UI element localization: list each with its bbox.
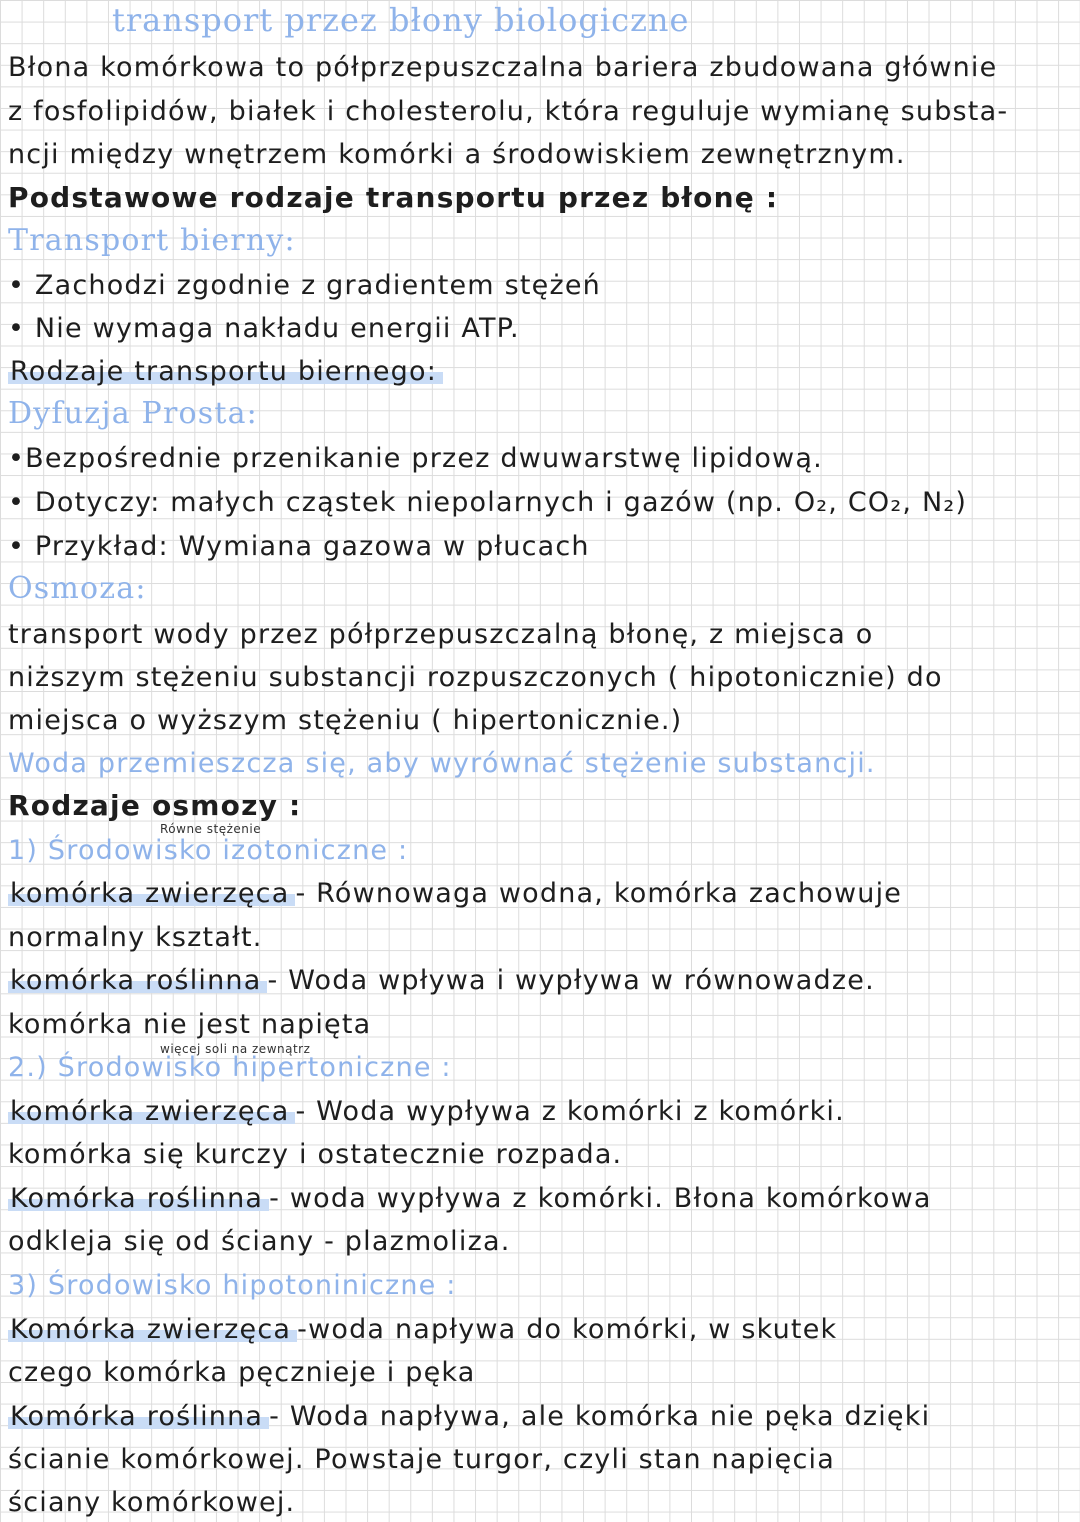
hypertonic-plant-line-2: odkleja się od ściany - plazmoliza.	[8, 1226, 511, 1257]
hypertonic-heading: 2.) Środowisko hipertoniczne :	[8, 1052, 452, 1083]
equal-concentration-note: Równe stężenie	[160, 822, 262, 836]
osmosis-line-1: transport wody przez półprzepuszczalną błonę, z miejsca o	[8, 619, 874, 650]
isotonic-heading: 1) Środowisko izotoniczne :	[8, 835, 409, 866]
intro-line-1: Błona komórkowa to półprzepuszczalna bariera zbudowana głównie	[8, 52, 998, 83]
passive-point-2: • Nie wymaga nakładu energii ATP.	[8, 313, 520, 344]
osmosis-note: Woda przemieszcza się, aby wyrównać stężenie substancji.	[8, 748, 876, 779]
types-heading: Podstawowe rodzaje transportu przez błonę :	[8, 181, 779, 214]
page-title: transport przez błony biologiczne	[112, 1, 690, 39]
passive-heading: Transport bierny:	[8, 223, 296, 258]
hypertonic-plant	[8, 1181, 932, 1217]
osmosis-line-2: niższym stężeniu substancji rozpuszczonych ( hipotonicznie) do	[8, 662, 943, 693]
hypotonic-animal-label: Komórka zwierzęca	[8, 1314, 297, 1345]
isotonic-plant	[8, 963, 875, 999]
hypertonic-animal	[8, 1094, 845, 1130]
osmosis-heading: Osmoza:	[8, 571, 147, 606]
isotonic-plant-label: komórka roślinna	[8, 965, 267, 996]
diffusion-point-1: •Bezpośrednie przenikanie przez dwuwarstwę lipidową.	[8, 443, 823, 474]
diffusion-heading: Dyfuzja Prosta:	[8, 396, 258, 431]
hypotonic-animal-line-2: czego komórka pęcznieje i pęka	[8, 1357, 476, 1388]
isotonic-animal-line-2: normalny kształt.	[8, 922, 263, 953]
hypotonic-plant-label: Komórka roślinna	[8, 1401, 269, 1432]
hypotonic-animal	[8, 1312, 837, 1348]
hypertonic-animal-line-2: komórka się kurczy i ostatecznie rozpada.	[8, 1139, 623, 1170]
hypotonic-heading: 3) Środowisko hipotoniniczne :	[8, 1270, 457, 1301]
osmosis-kinds-heading: Rodzaje osmozy :	[8, 789, 302, 822]
isotonic-animal	[8, 876, 902, 912]
hypertonic-animal-text: - Woda wypływa z komórki z komórki.	[295, 1096, 845, 1127]
hypotonic-plant-line-3: ściany komórkowej.	[8, 1487, 296, 1518]
hypertonic-animal-label: komórka zwierzęca	[8, 1096, 295, 1127]
isotonic-animal-text: - Równowaga wodna, komórka zachowuje	[295, 878, 903, 909]
hypertonic-plant-label: Komórka roślinna	[8, 1183, 269, 1214]
isotonic-plant-line-2: komórka nie jest napięta	[8, 1009, 372, 1040]
hypotonic-plant-line-2: ścianie komórkowej. Powstaje turgor, czyli stan napięcia	[8, 1444, 835, 1475]
osmosis-line-3: miejsca o wyższym stężeniu ( hipertonicznie.)	[8, 705, 683, 736]
hypotonic-plant-text: - Woda napływa, ale komórka nie pęka dzięki	[269, 1401, 931, 1432]
more-salt-note: więcej soli na zewnątrz	[160, 1042, 311, 1056]
intro-line-3: ncji między wnętrzem komórki a środowiskiem zewnętrznym.	[8, 139, 906, 170]
isotonic-animal-label: komórka zwierzęca	[8, 878, 295, 909]
intro-line-2: z fosfolipidów, białek i cholesterolu, która reguluje wymianę substa-	[8, 96, 1009, 127]
hypotonic-animal-text: -woda napływa do komórki, w skutek	[297, 1314, 838, 1345]
passive-kinds-label: Rodzaje transportu biernego:	[8, 356, 443, 387]
passive-kinds-heading	[8, 354, 443, 390]
hypotonic-plant	[8, 1399, 930, 1435]
isotonic-plant-text: - Woda wpływa i wypływa w równowadze.	[267, 965, 875, 996]
diffusion-point-3: • Przykład: Wymiana gazowa w płucach	[8, 531, 590, 562]
passive-point-1: • Zachodzi zgodnie z gradientem stężeń	[8, 270, 601, 301]
hypertonic-plant-text: - woda wypływa z komórki. Błona komórkowa	[269, 1183, 932, 1214]
diffusion-point-2: • Dotyczy: małych cząstek niepolarnych i gazów (np. O₂, CO₂, N₂)	[8, 487, 968, 518]
